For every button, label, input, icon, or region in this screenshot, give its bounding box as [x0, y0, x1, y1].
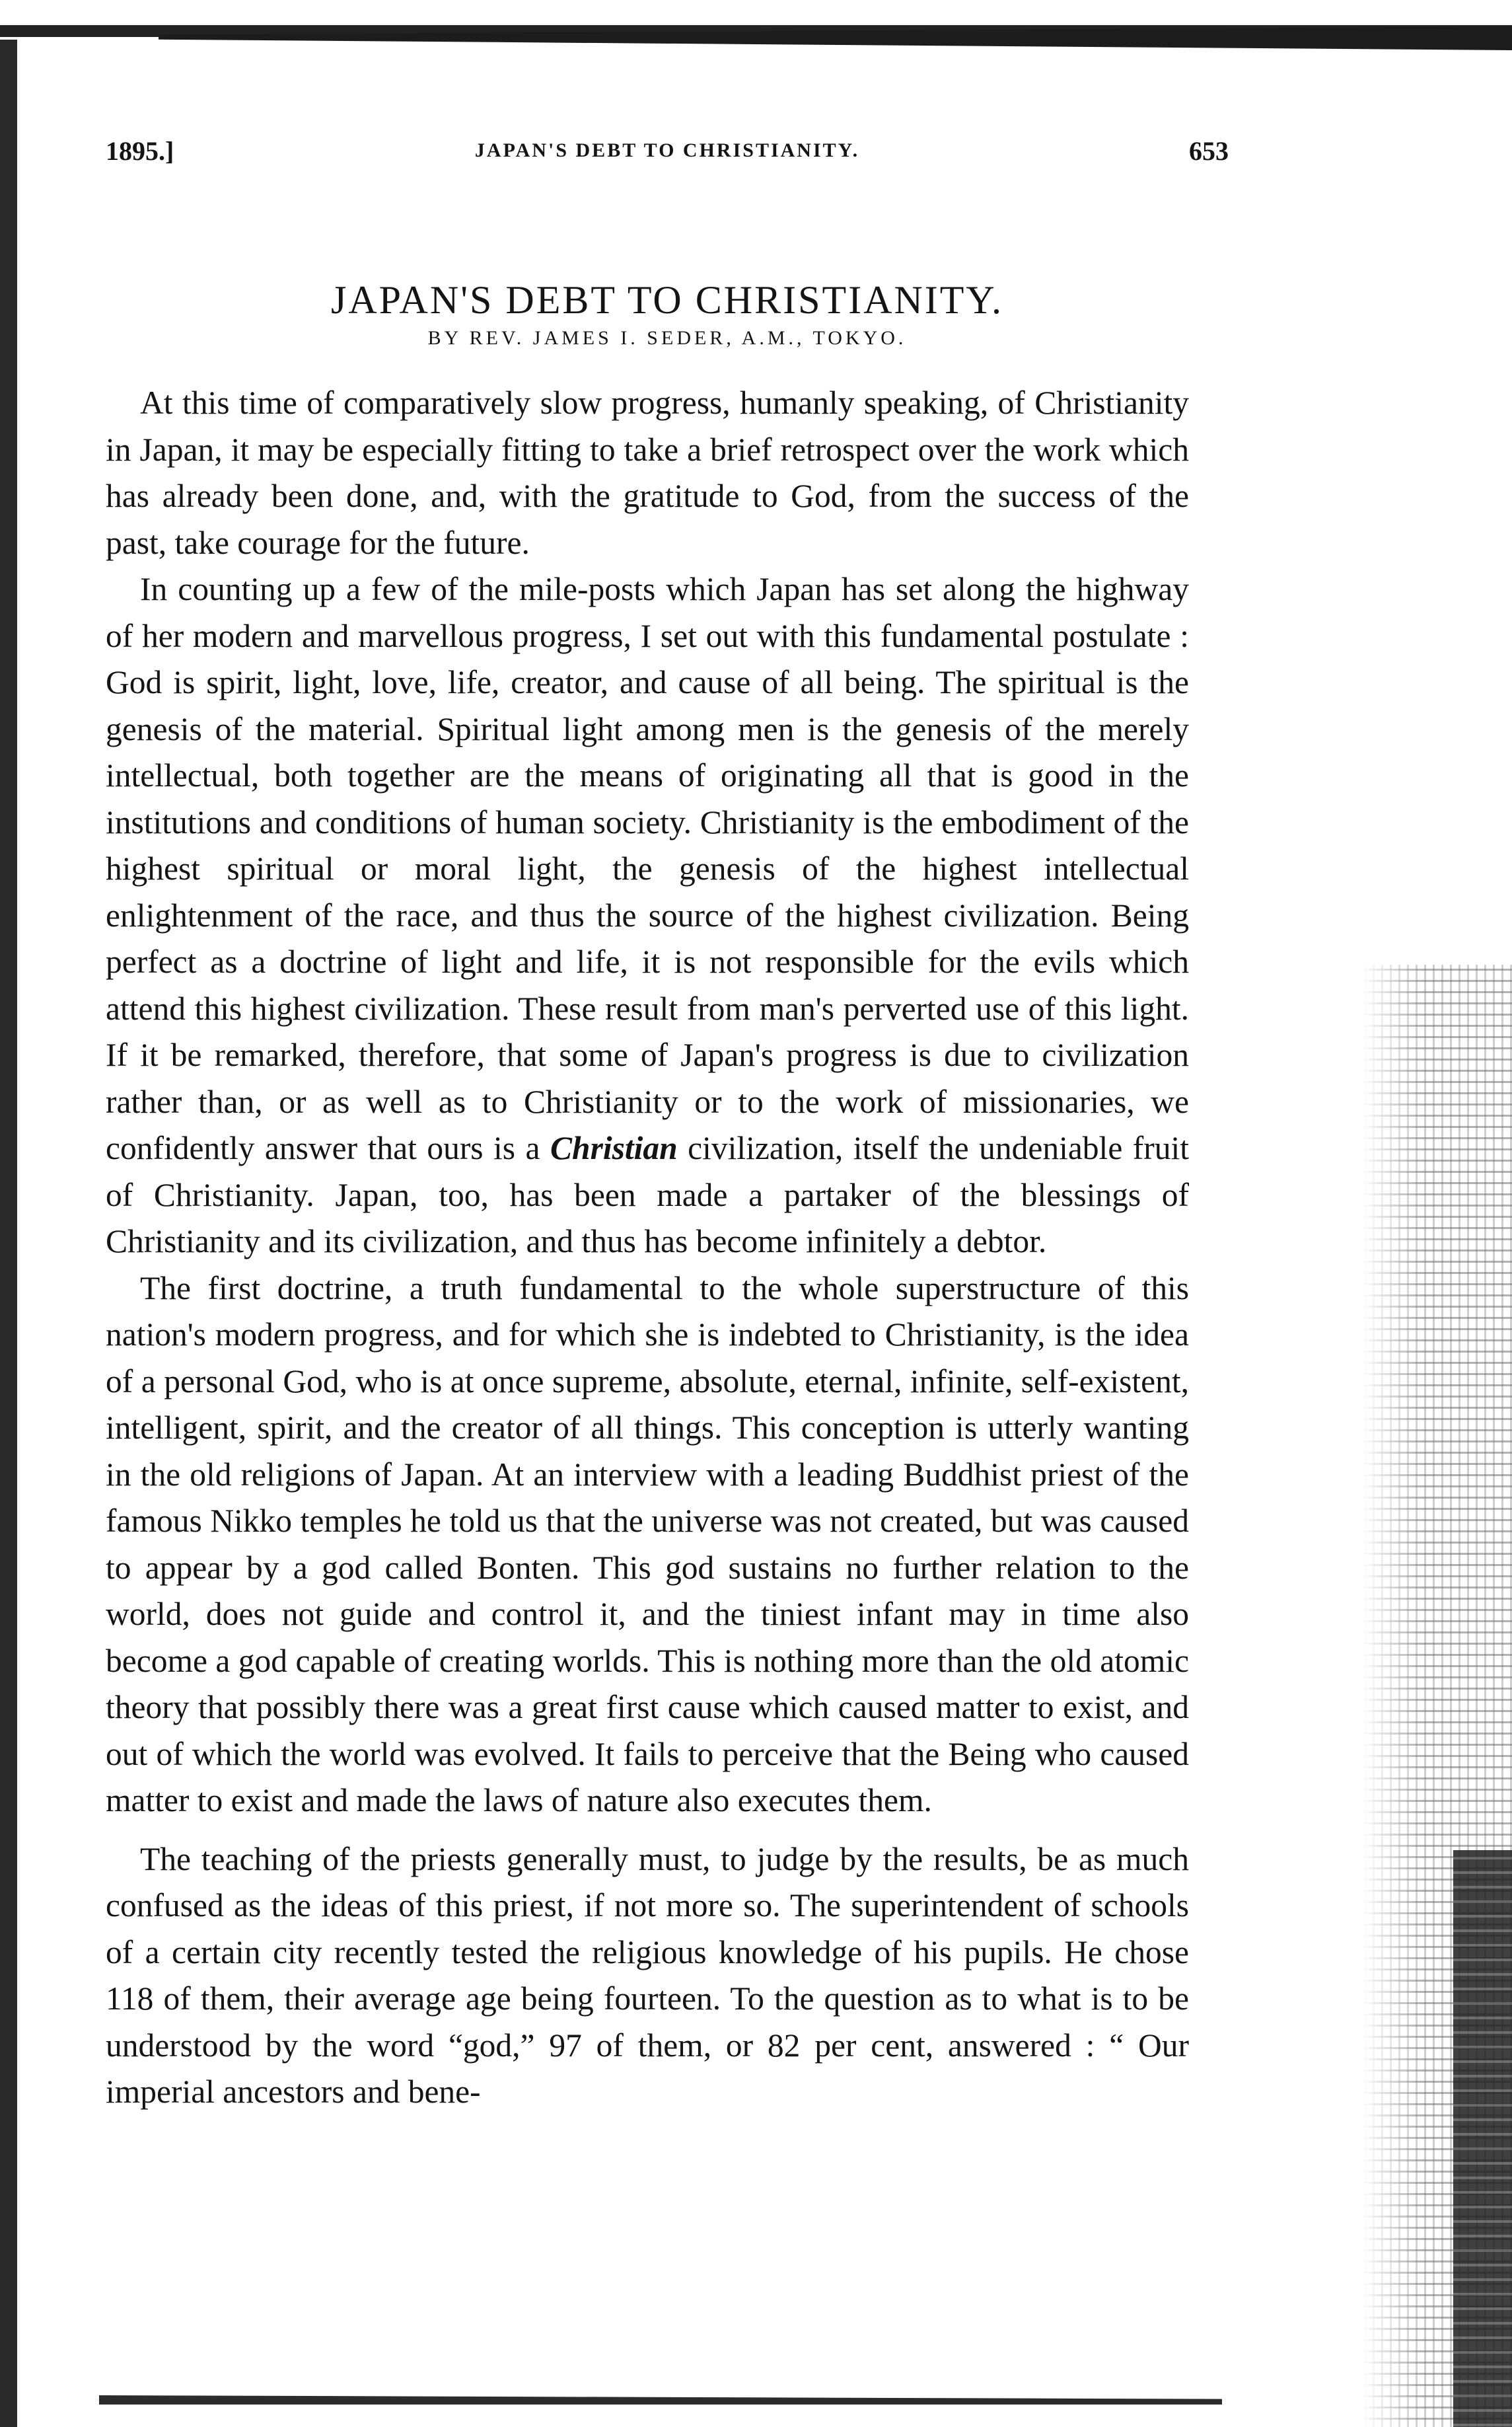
- paragraph-2: [106, 566, 1189, 1265]
- scan-left-edge: [0, 40, 17, 2427]
- paragraph-1: At this time of comparatively slow progress, humanly speaking, of Christianity in Japan, it may be especially fitting to take a brief retrospect over the work which has already been done, and, with the gratitude to God, from the success of the past, take courage for the future.: [106, 385, 1189, 561]
- running-head: [106, 135, 1229, 175]
- article-byline: BY REV. JAMES I. SEDER, A.M., TOKYO.: [427, 327, 907, 349]
- scan-right-edge-shadow: [1453, 1850, 1512, 2427]
- article-body: [106, 380, 1189, 2116]
- emphasis-christian: Christian: [550, 1130, 678, 1166]
- paragraph-2-part-b: civilization, itself the undeniable fruit of Christianity. Japan, too, has been made a partaker of the blessings of Christianity and its civilization, and thus has become infinitely a debtor.: [106, 1130, 1189, 1259]
- running-head-title: JAPAN'S DEBT TO CHRISTIANITY.: [474, 139, 860, 161]
- running-head-year: 1895.]: [106, 136, 174, 166]
- article-title: JAPAN'S DEBT TO CHRISTIANITY.: [331, 278, 1003, 322]
- paragraph-2-part-a: In counting up a few of the mile-posts which Japan has set along the highway of her modern and marvellous progress, I set out with this fundamental postulate : God is spirit, light, love, life, creator, and cause of all being. The spiritual is the genesis of the material. Spiritual light among men is the genesis of the merely intellectual, both together are the means of originating all that is good in the institutions and conditions of human society. Christianity is the embodiment of the highest spiritual or moral light, the genesis of the highest intellectual enlightenment of the race, and thus the source of the highest civilization. Being perfect as a doctrine of light and life, it is not responsible for the evils which attend this highest civilization. These result from man's perverted use of this light. If it be remarked, therefore, that some of Japan's progress is due to civilization rather than, or as well as to Christianity or to the work of missionaries, we confidently answer that ours is a: [106, 571, 1189, 1166]
- scan-bottom-rule: [99, 2395, 1222, 2405]
- paragraph-4: The teaching of the priests generally must, to judge by the results, be as much confused as the ideas of this priest, if not more so. The superintendent of schools of a certain city recently tested the religious knowledge of his pupils. He chose 118 of them, their average age being fourteen. To the question as to what is to be understood by the word “god,” 97 of them, or 82 per cent, answered : “ Our imperial ancestors and bene-: [106, 1840, 1189, 2110]
- paragraph-3: The first doctrine, a truth fundamental to the whole superstructure of this nation's modern progress, and for which she is indebted to Christianity, is the idea of a personal God, who is at once supreme, absolute, eternal, infinite, self-existent, intelligent, spirit, and the creator of all things. This conception is utterly wanting in the old religions of Japan. At an interview with a leading Buddhist priest of the famous Nikko temples he told us that the universe was not created, but was caused to appear by a god called Bonten. This god sustains no further relation to the world, does not guide and control it, and the tiniest infant may in time also become a god capable of creating worlds. This is nothing more than the old atomic theory that possibly there was a great first cause which caused matter to exist, and out of which the world was evolved. It fails to perceive that the Being who caused matter to exist and made the laws of nature also executes them.: [106, 1269, 1189, 1818]
- page-number: 653: [1189, 136, 1229, 166]
